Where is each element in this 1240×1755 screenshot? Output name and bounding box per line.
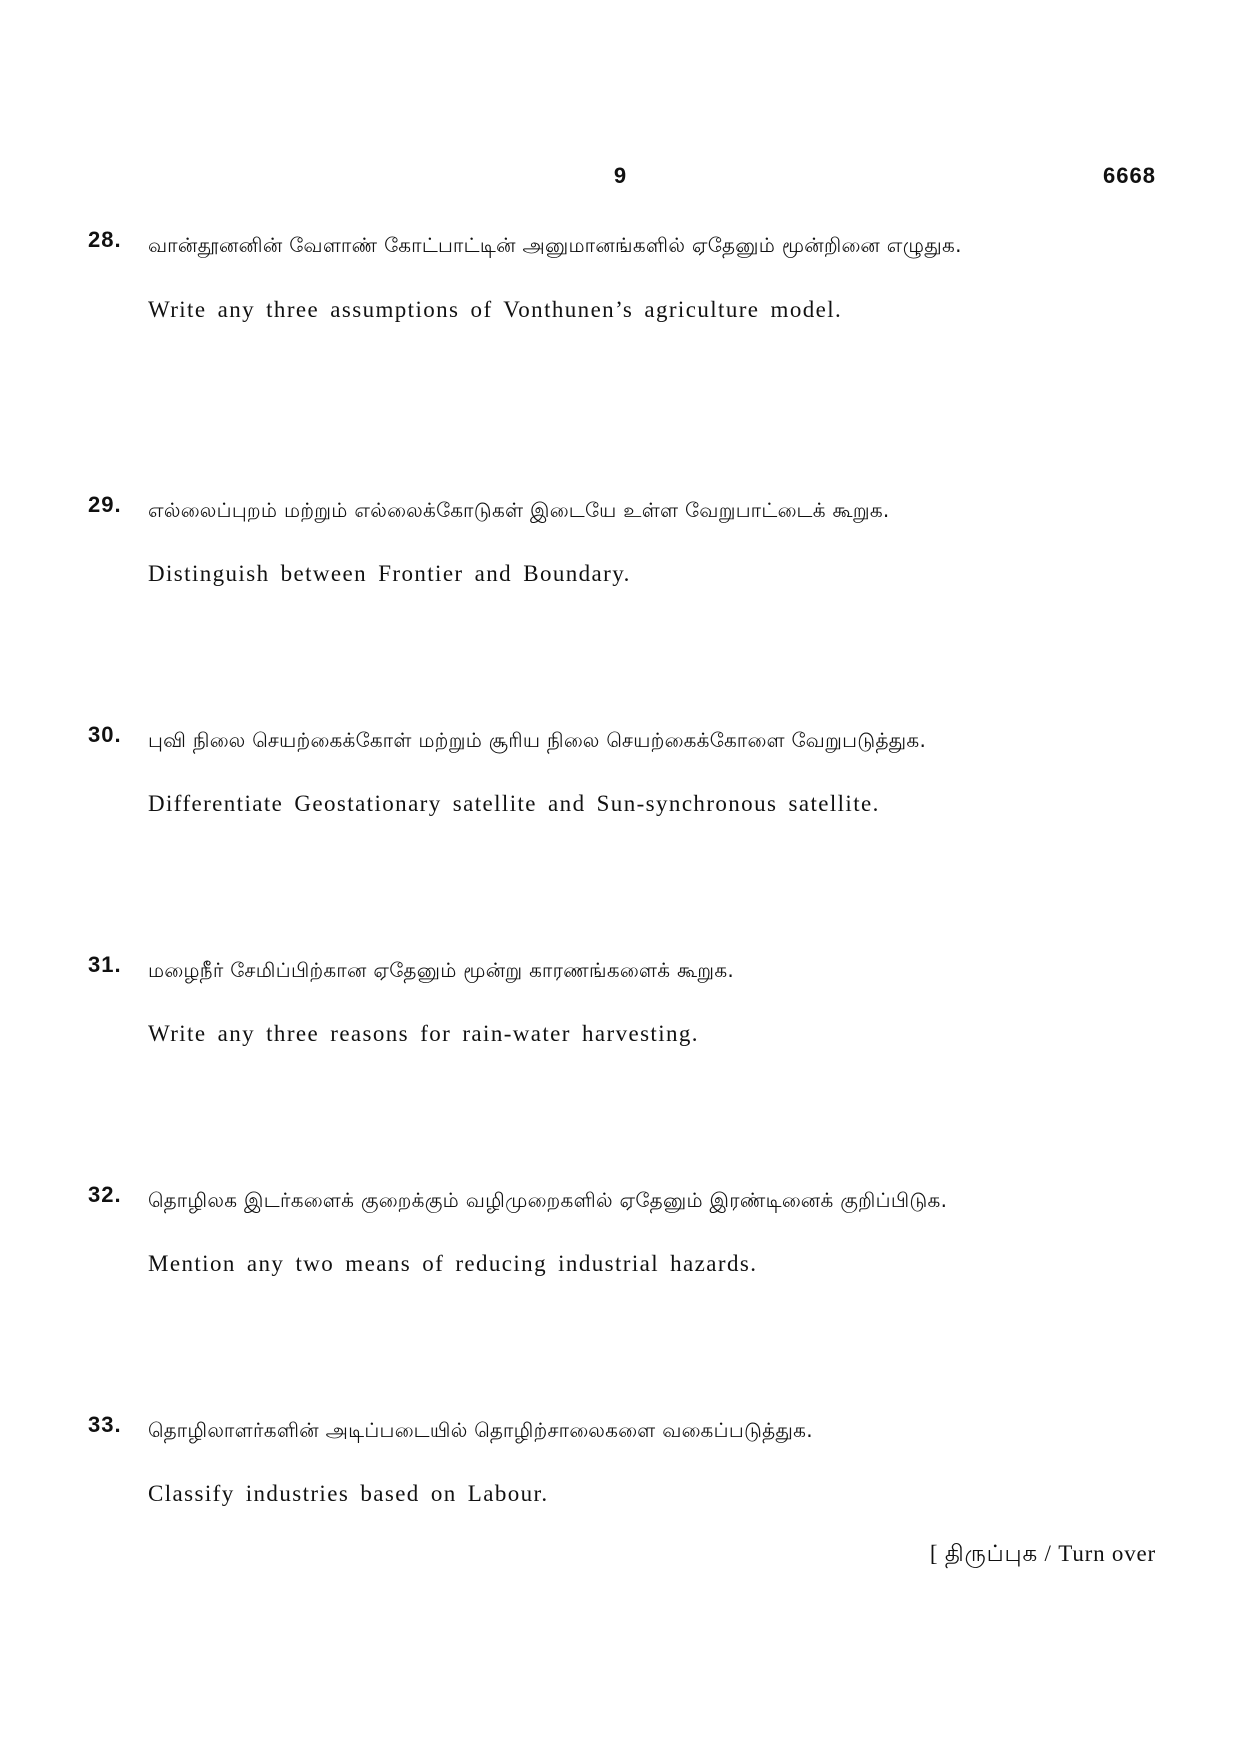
question-text-english: Mention any two means of reducing industrial hazards. (148, 1251, 758, 1276)
question-33 (88, 1412, 1148, 1507)
paper-code: 6668 (1103, 163, 1156, 188)
question-text-tamil: தொழிலக இடர்களைக் குறைக்கும் வழிமுறைகளில் ஏதேனும் இரண்டினைக் குறிப்பிடுக. (148, 1188, 948, 1212)
question-text-english: Write any three assumptions of Vonthunen’s agriculture model. (148, 297, 843, 322)
question-31 (88, 952, 1148, 1047)
question-32 (88, 1182, 1148, 1277)
question-text-tamil: வான்தூனனின் வேளாண் கோட்பாட்டின் அனுமானங்களில் ஏதேனும் மூன்றினை எழுதுக. (148, 233, 962, 257)
question-number: 28. (88, 227, 122, 252)
question-text-english: Classify industries based on Labour. (148, 1481, 549, 1506)
page-number: 9 (613, 163, 627, 188)
question-30 (88, 722, 1148, 817)
question-28 (88, 227, 1148, 323)
question-number: 29. (88, 492, 122, 517)
question-text-tamil: மழைநீர் சேமிப்பிற்கான ஏதேனும் மூன்று காரணங்களைக் கூறுக. (148, 958, 735, 982)
question-text-english: Distinguish between Frontier and Boundary. (148, 561, 631, 586)
question-text-english: Write any three reasons for rain-water harvesting. (148, 1021, 699, 1046)
turn-over-text: [ திருப்புக / Turn over (929, 1541, 1156, 1566)
question-text-tamil: புவி நிலை செயற்கைக்கோள் மற்றும் சூரிய நிலை செயற்கைக்கோளை வேறுபடுத்துக. (148, 728, 927, 752)
question-number: 33. (88, 1412, 122, 1437)
question-text-english: Differentiate Geostationary satellite and Sun-synchronous satellite. (148, 791, 880, 816)
turn-over-note (930, 1541, 1156, 1570)
question-number: 31. (88, 952, 122, 977)
question-29 (88, 492, 1148, 587)
question-text-tamil: தொழிலாளர்களின் அடிப்படையில் தொழிற்சாலைகளை வகைப்படுத்துக. (148, 1418, 813, 1442)
question-number: 32. (88, 1182, 122, 1207)
question-number: 30. (88, 722, 122, 747)
question-text-tamil: எல்லைப்புறம் மற்றும் எல்லைக்கோடுகள் இடையே உள்ள வேறுபாட்டைக் கூறுக. (148, 498, 890, 522)
